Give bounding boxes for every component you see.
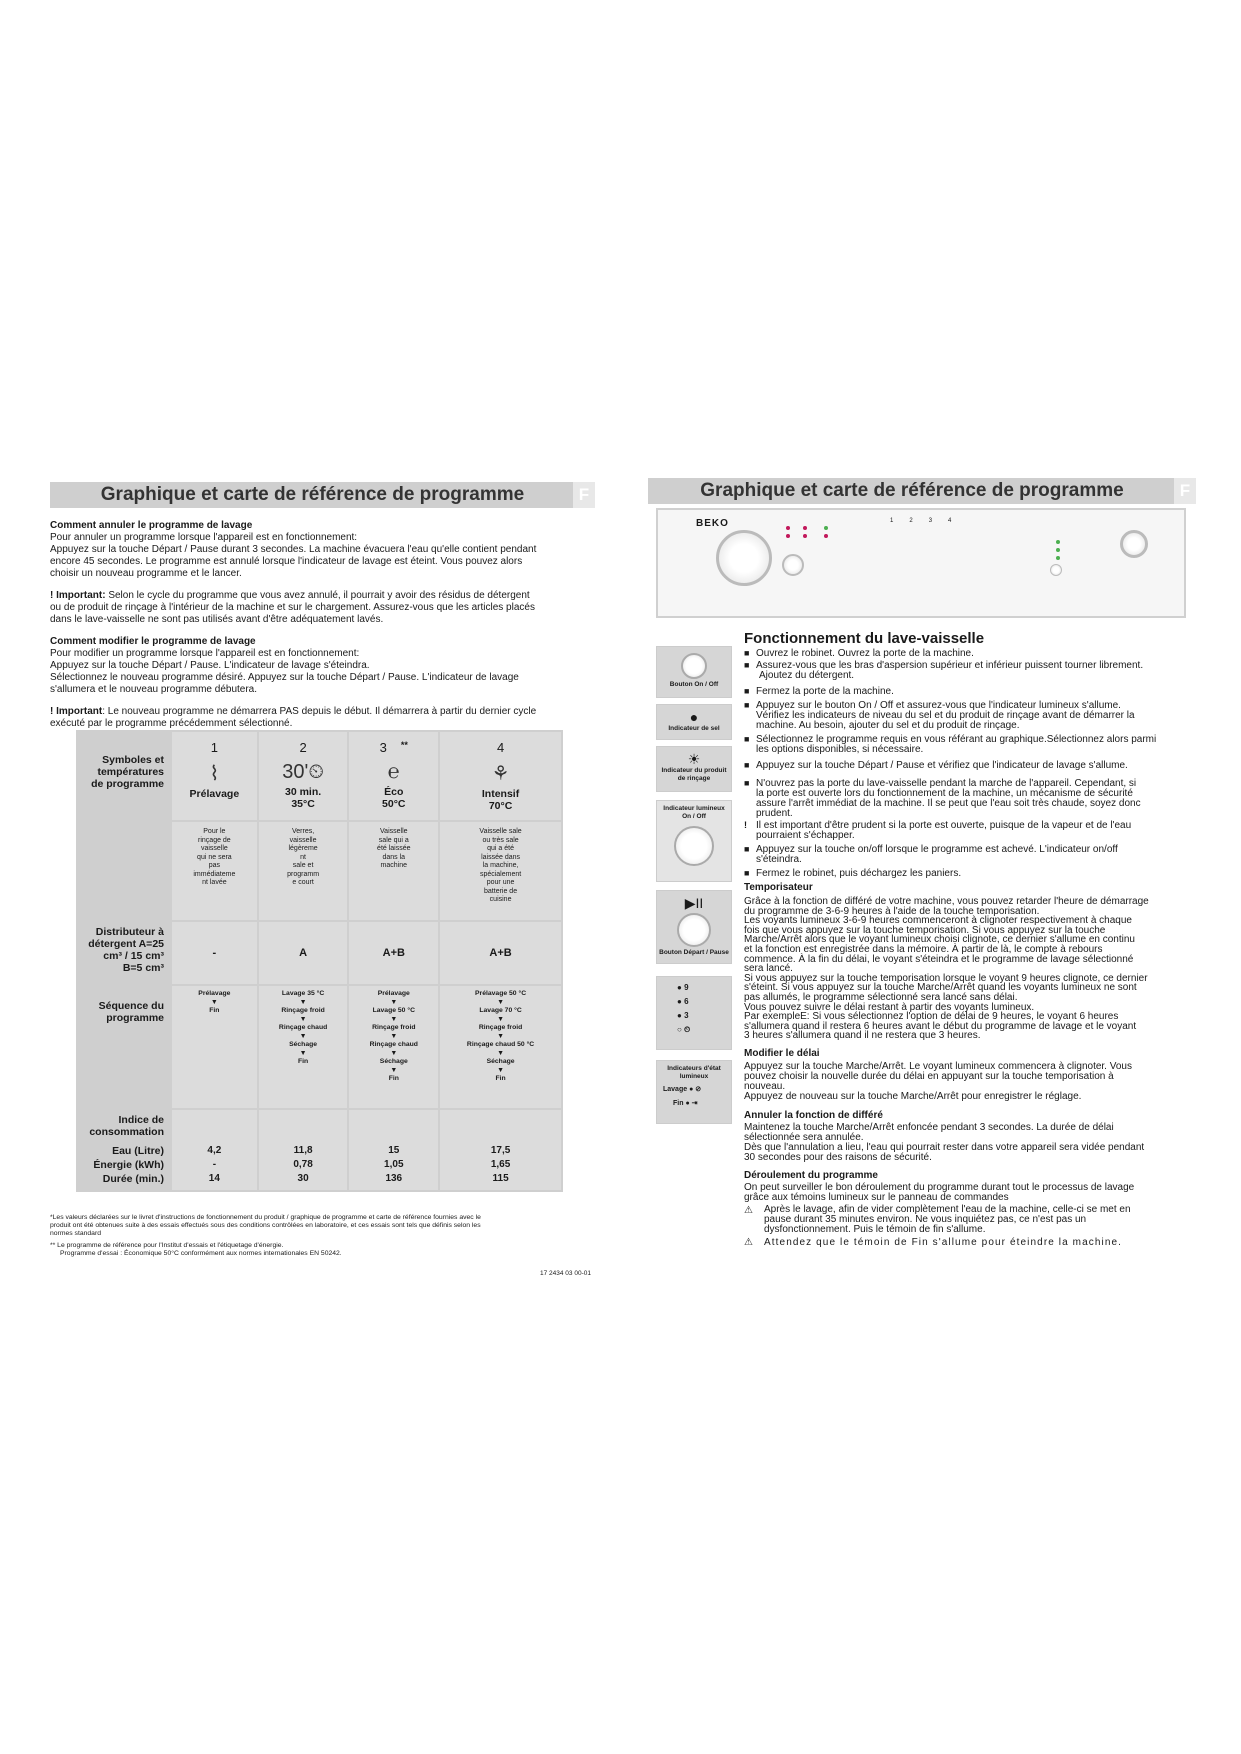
language-tab: F xyxy=(573,482,595,508)
important-note-2 xyxy=(50,706,595,730)
left-page xyxy=(50,482,595,1277)
instruction-item xyxy=(744,744,1186,755)
energy-value: - xyxy=(212,1159,217,1170)
onoff-label: Bouton On / Off xyxy=(669,681,719,688)
program-4-desc xyxy=(440,822,561,920)
warning-text: Attendez que le témoin de Fin s'allume pour éteindre la machine. xyxy=(764,1237,1123,1248)
sequence-arrow-icon: ▼ xyxy=(390,1066,398,1074)
instruction-text: Vérifiez les indicateurs de niveau du sel et du produit de rinçage avant de démarrer la xyxy=(756,710,1135,721)
salt-label: Indicateur de sel xyxy=(668,725,720,732)
important-note-1 xyxy=(50,590,595,626)
sequence-step: Séchage xyxy=(486,1058,515,1065)
consumption-row xyxy=(78,1110,561,1190)
hand-dial-icon xyxy=(674,826,714,866)
start-pause-button xyxy=(782,554,804,576)
delay-section xyxy=(744,1048,1186,1102)
program-table xyxy=(76,730,563,1192)
text-line: été laissée xyxy=(377,845,411,852)
program-2-sequence xyxy=(259,986,348,1108)
consumption-label: Indice de consommation xyxy=(89,1114,164,1138)
empty-label xyxy=(78,822,170,920)
intensif-icon: ⚘ xyxy=(491,763,510,785)
footnote-line: *Les valeurs déclarées sur le livret d'instructions de fonctionnement du produit / graphique de programme et carte de référence fournies avec le xyxy=(50,1214,481,1221)
consumption-labels xyxy=(78,1110,170,1190)
delay-text xyxy=(744,1062,1186,1102)
status-label: Indicateurs d'état lumineux xyxy=(667,1065,721,1080)
program-number: 1 xyxy=(210,740,218,755)
text-line: 3 heures s'allumera quand il ne restera que 3 heures. xyxy=(744,1030,981,1042)
program-number: 1 xyxy=(890,518,910,524)
program-1-desc xyxy=(172,822,257,920)
sequence-step: Lavage 35 °C xyxy=(281,990,325,997)
instruction-text: Assurez-vous que les bras d'aspersion supérieur et inférieur puissent tourner librement. xyxy=(756,660,1144,671)
program-number: 2 xyxy=(299,740,307,755)
energy-label: Énergie (kWh) xyxy=(93,1159,164,1171)
instruction-item xyxy=(744,854,1186,865)
text-line: Si vous appuyez sur la touche temporisation lorsque le voyant 9 heures clignote, ce dernier xyxy=(744,972,1148,984)
text-line: et la fonction est enregistrée dans la mémoire. À partir de là, le compte à rebours xyxy=(744,943,1103,955)
program-temp: 35°C xyxy=(291,798,315,810)
program-1-consumption xyxy=(172,1110,257,1190)
end-indicator xyxy=(824,534,828,538)
detergent-value: A+B xyxy=(440,922,561,984)
right-header xyxy=(648,478,1196,504)
status-box xyxy=(656,1060,732,1124)
energy-value: 1,65 xyxy=(490,1159,511,1170)
program-2-desc xyxy=(259,822,348,920)
document-reference: 17 2434 03 00-01 xyxy=(540,1270,591,1277)
duration-label: Durée (min.) xyxy=(102,1173,164,1185)
text-line: grâce aux témoins lumineux sur le panneau de commandes xyxy=(744,1192,1009,1203)
footnote-line: produit ont été obtenues suite à des essais effectués sous des conditions contrôlées en laboratoire, et ces essais sont tels que définis selon les xyxy=(50,1222,481,1229)
important-label: ! Important: xyxy=(50,590,106,601)
text-line xyxy=(50,706,595,718)
instruction-text: assure l'arrêt immédiat de la machine. Il se peut que l'eau soit très chaude, soyez donc xyxy=(756,798,1141,809)
text-line: Appuyez de nouveau sur la touche Marche/Arrêt pour enregistrer le réglage. xyxy=(744,1091,1082,1102)
startpause-label: Bouton Départ / Pause xyxy=(659,949,729,956)
instruction-text: Sélectionnez le programme requis en vous référant au graphique.Sélectionnez alors parmi xyxy=(756,734,1157,745)
program-2-header xyxy=(259,732,348,820)
on-off-button xyxy=(1120,530,1148,558)
text-line: encore 45 secondes. Le programme est annulé lorsque l'indicateur de lavage est éteint. Vous pouvez alors xyxy=(50,556,523,567)
text-line: pour une xyxy=(486,879,515,886)
instruction-item: ■ Ouvrez le robinet. Ouvrez la porte de la machine. xyxy=(744,648,974,659)
text-line: nt lavée xyxy=(202,879,227,886)
reference-mark: ** xyxy=(400,740,408,750)
text-line: e court xyxy=(292,879,314,886)
program-number: 3 xyxy=(928,518,949,524)
text-line: ou très sale xyxy=(482,836,519,844)
text-line: machine xyxy=(380,862,408,869)
text-line: On peut surveiller le bon déroulement du programme durant tout le processus de lavage xyxy=(744,1182,1135,1193)
text-line: s'allumera et le nouveau programme débutera. xyxy=(50,684,258,695)
sequence-arrow-icon: ▼ xyxy=(497,1032,505,1040)
footnote-line: ** Le programme de référence pour l'Institut d'essais et l'étiquetage d'énergie. xyxy=(50,1242,284,1249)
description-row xyxy=(78,822,561,920)
instruction-item: ! Il est important d'être prudent si la porte est ouverte, puisque de la vapeur et de l'eau xyxy=(744,820,1132,831)
text-line: ou de produit de rinçage à l'intérieur de la machine et sur le chargement. Assurez-vous que les articles placés xyxy=(50,602,535,613)
instruction-item: ■ Appuyez sur la touche Départ / Pause et vérifiez que l'indicateur de lavage s'allume. xyxy=(744,760,1128,771)
sequence-step: Rinçage chaud xyxy=(369,1041,418,1048)
warning-icon: ⚠ xyxy=(744,1205,753,1216)
instruction-text: prudent. xyxy=(756,808,793,819)
cancel-heading: Comment annuler le programme de lavage xyxy=(50,520,253,531)
program-number: 4 xyxy=(496,740,505,755)
water-label: Eau (Litre) xyxy=(112,1145,164,1157)
rinse-aid-icon: ☀ xyxy=(687,751,701,767)
instruction-text: Appuyez sur la touche Départ / Pause et vérifiez que l'indicateur de lavage s'allume. xyxy=(756,760,1128,771)
text-line: commence. À la fin du délai, le voyant s'éteindra et le programme de lavage sélectionné xyxy=(744,953,1134,965)
progress-heading: Déroulement du programme xyxy=(744,1170,878,1181)
program-dial xyxy=(716,530,772,586)
sequence-step: Séchage xyxy=(379,1058,408,1065)
text-line: Après le lavage, afin de vider complètement l'eau de la machine, celle-ci se met en xyxy=(764,1204,1131,1215)
instruction-text: pourraient s'échapper. xyxy=(756,830,855,841)
warning-1 xyxy=(744,1205,1186,1235)
text-line: sera lancé. xyxy=(744,963,793,975)
important-text: : Le nouveau programme ne démarrera PAS depuis le début. Il démarrera à partir du dernier cycle xyxy=(102,706,537,717)
text-line: Sélectionnez le nouveau programme désiré. Appuyez sur la touche Départ / Pause. L'indicateur de lavage xyxy=(50,672,519,683)
text-line: 30 secondes pour des raisons de sécurité. xyxy=(744,1152,932,1163)
lavage-label: Lavage xyxy=(663,1086,688,1093)
instruction-text: Appuyez sur le bouton On / Off et assurez-vous que l'indicateur lumineux s'allume. xyxy=(756,700,1121,711)
text-line: immédiateme xyxy=(193,870,236,878)
water-value: 4,2 xyxy=(207,1145,222,1156)
delay-heading: Modifier le délai xyxy=(744,1048,820,1059)
instruction-item: ■ Appuyez sur le bouton On / Off et assurez-vous que l'indicateur lumineux s'allume. xyxy=(744,700,1121,711)
mini-30-icon: 30'⏲ xyxy=(282,761,324,783)
text-line: dans la xyxy=(382,853,406,861)
text-line xyxy=(50,590,595,602)
sequence-arrow-icon: ▼ xyxy=(210,998,218,1006)
text-line: pas xyxy=(208,862,221,869)
salt-box xyxy=(656,704,732,740)
left-header xyxy=(50,482,595,508)
sequence-step: Rinçage chaud 50 °C xyxy=(466,1041,535,1048)
instruction-item: ■ N'ouvrez pas la porte du lave-vaisselle pendant la marche de l'appareil. Cependant, si xyxy=(744,778,1137,789)
water-value: 17,5 xyxy=(490,1145,511,1156)
brand-logo: BEKO xyxy=(696,518,729,529)
instruction-item xyxy=(744,670,1186,681)
text-line: Appuyez sur la touche Départ / Pause durant 3 secondes. La machine évacuera l'eau qu'elle contient pendant xyxy=(50,544,537,555)
rinse-indicator xyxy=(803,526,807,530)
fin-label: Fin xyxy=(673,1099,684,1107)
detergent-value: A xyxy=(259,922,348,984)
program-1-header xyxy=(172,732,257,820)
instruction-item xyxy=(744,720,1186,731)
instruction-text: Fermez le robinet, puis déchargez les paniers. xyxy=(756,868,962,879)
sequence-arrow-icon: ▼ xyxy=(299,1032,307,1040)
text-line: Vaisselle xyxy=(380,828,408,835)
instruction-item: ■ Fermez le robinet, puis déchargez les paniers. xyxy=(744,868,962,879)
timer-3-led xyxy=(1056,556,1060,560)
timer-button xyxy=(1050,564,1062,576)
program-name: Prélavage xyxy=(189,788,240,800)
text-line: pause durant 35 minutes environ. Ne vous inquiétez pas, ce n'est pas un xyxy=(764,1214,1087,1225)
important-text: Selon le cycle du programme que vous avez annulé, il pourrait y avoir des résidus de détergent xyxy=(105,590,530,601)
detergent-label: Distributeur à détergent A=25 cm³ / 15 cm³ B=5 cm³ xyxy=(78,922,170,984)
sequence-arrow-icon: ▼ xyxy=(497,1066,505,1074)
start-button-icon xyxy=(677,913,711,947)
sequence-step: Rinçage froid xyxy=(281,1007,325,1014)
progress-text xyxy=(744,1183,1186,1203)
program-number: 2 xyxy=(909,518,929,524)
instruction-text: Appuyez sur la touche on/off lorsque le programme est achevé. L'indicateur on/off xyxy=(756,844,1118,855)
sequence-arrow-icon: ▼ xyxy=(390,1032,398,1040)
text-line: qui ne sera xyxy=(197,853,232,861)
onoff-box xyxy=(656,646,732,698)
timer-value: 6 xyxy=(684,997,689,1006)
sequence-step: Fin xyxy=(388,1075,399,1082)
text-line: s'allumera quand il restera 6 heures avant le début du programme de lavage et le voyant xyxy=(744,1020,1137,1032)
text-line: rinçage de xyxy=(198,836,231,844)
program-name: Intensif xyxy=(481,788,520,800)
instruction-text: les options disponibles, si nécessaire. xyxy=(756,744,924,755)
page-title: Graphique et carte de référence de programme xyxy=(100,484,525,505)
section-heading: Fonctionnement du lave-vaisselle xyxy=(744,630,985,647)
text-line: Pour annuler un programme lorsque l'appareil est en fonctionnement: xyxy=(50,532,358,543)
sequence-step: Prélavage xyxy=(198,990,231,997)
lavage-indicator: Lavage ● ⊘ xyxy=(663,1086,702,1093)
sequence-arrow-icon: ▼ xyxy=(299,998,307,1006)
progress-section xyxy=(744,1170,1186,1248)
text-line: Appuyez sur la touche Départ / Pause. L'indicateur de lavage s'éteindra. xyxy=(50,660,370,671)
detergent-value: - xyxy=(172,922,257,984)
sequence-arrow-icon: ▼ xyxy=(497,1015,505,1023)
warning-text xyxy=(764,1205,1131,1235)
text-line: dysfonctionnement. Puis le témoin de fin s'allume. xyxy=(764,1224,986,1235)
text-line: s'éteint. Si vous appuyez sur la touche Marche/Arrêt quand les voyants lumineux ne sont xyxy=(744,982,1137,994)
instruction-item xyxy=(744,808,1186,819)
salt-indicator xyxy=(786,526,790,530)
text-line: Pour le xyxy=(203,828,226,835)
text-line: légèreme xyxy=(288,845,318,852)
page-title: Graphique et carte de référence de programme xyxy=(700,480,1124,501)
program-3-desc xyxy=(349,822,438,920)
detergent-value: A+B xyxy=(349,922,438,984)
sequence-step: Rinçage froid xyxy=(372,1024,416,1031)
program-3-consumption xyxy=(349,1110,438,1190)
sequence-arrow-icon: ▼ xyxy=(390,998,398,1006)
cancel-delay-heading: Annuler la fonction de différé xyxy=(744,1110,883,1121)
text-line: Vaisselle sale xyxy=(479,828,522,835)
text-line: vaisselle xyxy=(200,845,228,852)
instruction-item: ■ Assurez-vous que les bras d'aspersion supérieur et inférieur puissent tourner librement. xyxy=(744,660,1144,671)
instruction-text: N'ouvrez pas la porte du lave-vaisselle pendant la marche de l'appareil. Cependant, si xyxy=(756,778,1137,789)
clock-icon: ○ ⏲ xyxy=(677,1025,691,1034)
text-line: Vous pouvez suivre le délai restant à partir des voyants lumineux. xyxy=(744,1001,1035,1013)
instruction-text: machine. Au besoin, ajouter du sel et du produit de rinçage. xyxy=(756,720,1020,731)
timer-3: ● 3 xyxy=(677,1011,689,1020)
warning-2 xyxy=(744,1237,1186,1248)
duration-value: 14 xyxy=(208,1173,220,1184)
sequence-arrow-icon: ▼ xyxy=(299,1015,307,1023)
footnote-line: normes standard xyxy=(50,1230,102,1237)
power-icon xyxy=(681,653,707,679)
text-line: Par exempleE: Si vous sélectionnez l'option de délai de 9 heures, le voyant 6 heures xyxy=(744,1011,1119,1023)
timer-value: 3 xyxy=(684,1011,689,1020)
sequence-label: Séquence du programme xyxy=(78,986,170,1108)
text-line: Pour modifier un programme lorsque l'appareil est en fonctionnement: xyxy=(50,648,360,659)
sequence-step: Prélavage xyxy=(377,990,410,997)
play-pause-icon: ▶II xyxy=(684,895,704,911)
timer-6: ● 6 xyxy=(677,997,689,1006)
symbols-row xyxy=(78,732,561,820)
rinse-label: Indicateur du produit de rinçage xyxy=(661,767,727,782)
instruction-text: Fermez la porte de la machine. xyxy=(756,686,894,697)
fin-indicator: Fin ● ⇥ xyxy=(673,1099,698,1107)
language-tab: F xyxy=(1174,478,1196,504)
text-line: cuisine xyxy=(489,896,512,903)
onoff-indicator-box xyxy=(656,800,732,882)
text-line: choisir un nouveau programme et le lancer. xyxy=(50,568,242,579)
footnotes xyxy=(50,1214,595,1258)
text-line: spécialement xyxy=(479,870,522,878)
startpause-box xyxy=(656,890,732,964)
program-2-consumption xyxy=(259,1110,348,1190)
text-line: exécuté par le programme précédemment sélectionné. xyxy=(50,718,293,729)
right-page xyxy=(648,478,1196,1248)
modify-heading: Comment modifier le programme de lavage xyxy=(50,636,256,647)
text-line: pas allumés, le programme sélectionné sera lancé sans délai. xyxy=(744,991,1018,1003)
text-line: du programme de 3-6-9 heures à l'aide de la touche temporisation. xyxy=(744,905,1040,917)
salt-icon: ● xyxy=(689,709,699,725)
instruction-item: ■ Appuyez sur la touche on/off lorsque le programme est achevé. L'indicateur on/off xyxy=(744,844,1118,855)
sequence-step: Fin xyxy=(495,1075,506,1082)
text-line: Appuyez sur la touche Marche/Arrêt. Le voyant lumineux commencera à clignoter. Vous xyxy=(744,1061,1132,1072)
text-line: la machine, xyxy=(482,862,519,869)
program-4-sequence xyxy=(440,986,561,1108)
text-line: Verres, xyxy=(291,828,315,835)
text-line: laissée dans xyxy=(481,853,521,861)
program-name: Éco xyxy=(384,786,404,798)
energy-value: 0,78 xyxy=(293,1159,313,1170)
modify-section xyxy=(50,636,595,696)
panel-program-numbers xyxy=(890,518,967,524)
text-line: Dès que l'annulation a lieu, l'eau qui pourrait rester dans votre appareil sera vidée pendant xyxy=(744,1142,1145,1153)
sequence-arrow-icon: ▼ xyxy=(390,1015,398,1023)
program-4-header xyxy=(440,732,561,820)
duration-value: 136 xyxy=(385,1173,403,1184)
instruction-text: Ouvrez le robinet. Ouvrez la porte de la machine. xyxy=(756,648,974,659)
program-temp: 50°C xyxy=(382,798,406,810)
sequence-step: Lavage 70 °C xyxy=(479,1007,522,1014)
rinse-box xyxy=(656,746,732,792)
timer-6-led xyxy=(1056,548,1060,552)
energy-value: 1,05 xyxy=(384,1159,404,1170)
instruction-item: ■ Fermez la porte de la machine. xyxy=(744,686,894,697)
sequence-step: Fin xyxy=(297,1058,309,1065)
eco-icon: ℮ xyxy=(387,761,400,783)
timer-section xyxy=(744,882,1186,1041)
instruction-text: la porte est ouverte lors du fonctionnement de la machine, un mécanisme de sécurité xyxy=(756,788,1133,799)
water-value: 11,8 xyxy=(293,1145,313,1156)
text-line: fois que vous appuyez sur la touche temporisation. Si vous appuyez sur la touche xyxy=(744,924,1106,936)
text-line: nouveau. xyxy=(744,1081,786,1092)
sequence-arrow-icon: ▼ xyxy=(497,998,505,1006)
program-3-header xyxy=(349,732,438,820)
timer-value: 9 xyxy=(684,983,689,992)
onoff-indicator-label: Indicateur lumineux On / Off xyxy=(663,805,725,820)
salt-indicator-2 xyxy=(786,534,790,538)
warning-icon: ⚠ xyxy=(744,1237,753,1248)
sequence-arrow-icon: ▼ xyxy=(299,1049,307,1057)
text-line: nt xyxy=(300,853,306,861)
timer-9: ● 9 xyxy=(677,983,689,992)
instruction-item xyxy=(744,830,1186,841)
sequence-arrow-icon: ▼ xyxy=(497,1049,505,1057)
prelavage-icon: ⌇ xyxy=(209,763,220,785)
text-line: sale qui a xyxy=(378,836,409,844)
text-line: Grâce à la fonction de différé de votre machine, vous pouvez retarder l'heure de démarrage xyxy=(744,896,1149,907)
duration-value: 115 xyxy=(492,1173,509,1184)
program-4-consumption xyxy=(440,1110,561,1190)
rinse-indicator-2 xyxy=(803,534,807,538)
duration-value: 30 xyxy=(297,1173,309,1184)
water-value: 15 xyxy=(388,1145,400,1156)
sequence-step: Prélavage 50 °C xyxy=(475,990,527,997)
text-line: pouvez choisir la nouvelle durée du délai en appuyant sur la touche temporisation à xyxy=(744,1071,1114,1082)
instruction-text: s'éteindra. xyxy=(756,854,802,865)
cancel-section xyxy=(50,520,595,580)
instruction-text: Ajoutez du détergent. xyxy=(759,670,855,681)
cancel-delay-section xyxy=(744,1110,1186,1163)
sequence-step: Lavage 50 °C xyxy=(372,1007,415,1014)
wash-indicator xyxy=(824,526,828,530)
timer-heading: Temporisateur xyxy=(744,882,813,893)
program-name: 30 min. xyxy=(284,786,322,798)
detergent-row xyxy=(78,922,561,984)
sequence-step: Rinçage chaud xyxy=(278,1024,328,1031)
text-line: Marche/Arrêt alors que le voyant lumineux choisi clignote, ce dernier s'allume en continu xyxy=(744,934,1135,946)
sequence-step: Fin xyxy=(209,1007,220,1014)
timer-box xyxy=(656,976,732,1050)
control-panel-illustration xyxy=(656,508,1186,618)
symbols-label: Symboles et températures de programme xyxy=(78,732,170,820)
program-1-sequence xyxy=(172,986,257,1108)
program-number xyxy=(349,740,438,755)
text-line: vaisselle xyxy=(289,836,317,844)
text-line: batterie de xyxy=(484,887,518,895)
important-label: ! Important xyxy=(50,706,103,717)
text-line: sale et xyxy=(292,862,314,869)
instruction-item: ■ Sélectionnez le programme requis en vous référant au graphique.Sélectionnez alors parmi xyxy=(744,734,1157,745)
sequence-step: Séchage xyxy=(289,1041,318,1048)
text-line: dans le lave-vaisselle ne sont pas utilisés avant d'être adéquatement lavés. xyxy=(50,614,384,625)
program-3-sequence xyxy=(349,986,438,1108)
timer-text xyxy=(744,897,1186,1041)
program-number-value: 3 xyxy=(379,740,387,755)
cancel-delay-text xyxy=(744,1123,1186,1163)
sequence-row xyxy=(78,986,561,1108)
text-line: Les voyants lumineux 3-6-9 heures commenceront à clignoter respectivement à chaque xyxy=(744,915,1132,927)
sequence-step: Rinçage froid xyxy=(478,1024,523,1031)
program-number: 4 xyxy=(948,518,968,524)
instruction-text: Il est important d'être prudent si la porte est ouverte, puisque de la vapeur et de l'eau xyxy=(756,820,1132,831)
footnote-line: Programme d'essai : Économique 50°C conformément aux normes internationales EN 50242. xyxy=(60,1250,342,1257)
text-line: qui a été xyxy=(487,845,514,852)
text-line: programm xyxy=(287,870,320,878)
text-line: sélectionnée sera annulée. xyxy=(744,1132,864,1143)
sequence-arrow-icon: ▼ xyxy=(390,1049,398,1057)
program-temp: 70°C xyxy=(488,800,513,812)
text-line: Maintenez la touche Marche/Arrêt enfoncée pendant 3 secondes. La durée de délai xyxy=(744,1122,1114,1133)
timer-9-led xyxy=(1056,540,1060,544)
